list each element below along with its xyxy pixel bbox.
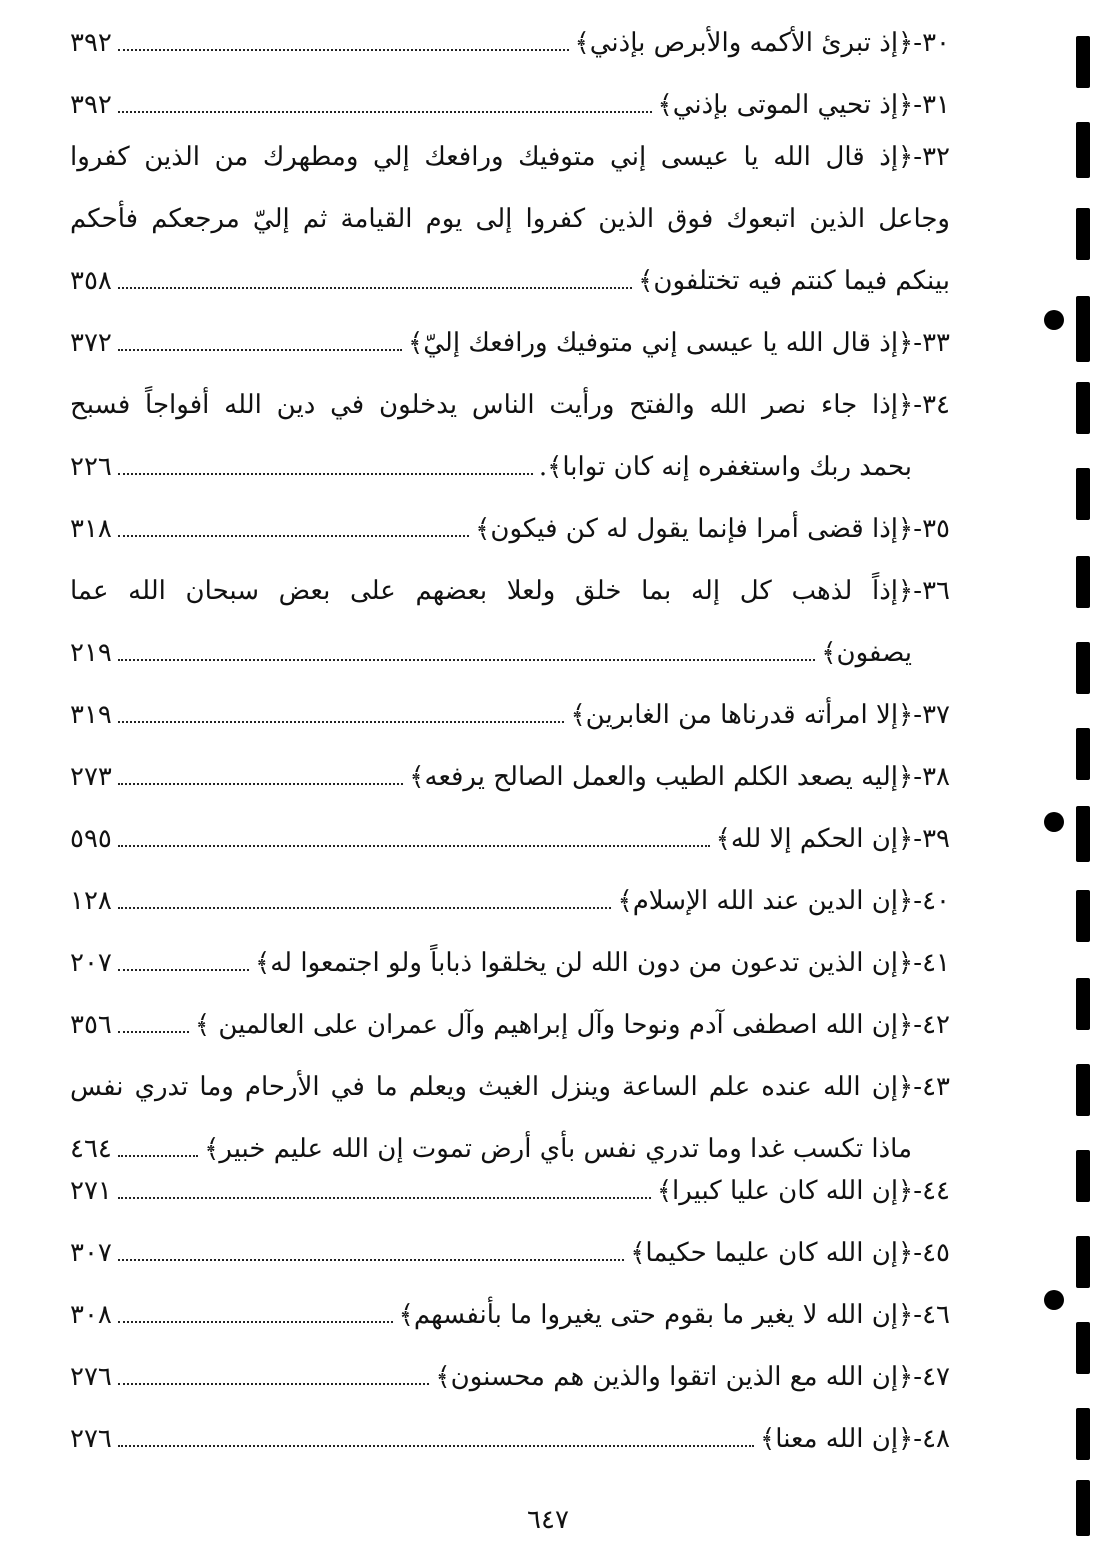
binder-mark	[1076, 208, 1090, 260]
entry-page-number: ٣٥٨	[70, 266, 112, 296]
entry-text: ٤٨-﴿إن الله معنا﴾	[760, 1424, 950, 1454]
dot-leader	[118, 349, 402, 351]
dot-leader	[118, 1445, 754, 1447]
entry-page-number: ٢٧٣	[70, 762, 112, 792]
binder-mark	[1076, 1480, 1090, 1536]
entry-line	[70, 622, 950, 684]
entry-line	[70, 126, 950, 188]
entry-page-number: ١٢٨	[70, 886, 112, 916]
index-entry	[70, 1284, 950, 1346]
entry-line	[70, 1408, 950, 1470]
entry-text: بينكم فيما كنتم فيه تختلفون﴾	[638, 266, 950, 296]
binder-mark	[1076, 1150, 1090, 1202]
entry-page-number: ٢٧٦	[70, 1362, 112, 1392]
binder-mark	[1076, 728, 1090, 780]
binder-mark	[1076, 36, 1090, 88]
entry-text: وجاعل الذين اتبعوك فوق الذين كفروا إلى يوم القيامة ثم إليّ مرجعكم فأحكم	[70, 204, 950, 234]
entry-page-number: ٣١٩	[70, 700, 112, 730]
binder-mark	[1076, 1408, 1090, 1460]
entry-text: ٤٢-﴿إن الله اصطفى آدم ونوحا وآل إبراهيم وآل عمران على العالمين ﴾	[194, 1010, 950, 1040]
binder-mark	[1076, 806, 1090, 862]
page-number: ٦٤٧	[527, 1505, 569, 1535]
binder-mark	[1076, 296, 1090, 362]
dot-leader	[118, 473, 533, 475]
entry-text: ٤٥-﴿إن الله كان عليما حكيما﴾	[630, 1238, 950, 1268]
index-entry	[70, 1346, 950, 1408]
entry-text: ٤٣-﴿إن الله عنده علم الساعة وينزل الغيث ويعلم ما في الأرحام وما تدري نفس	[70, 1072, 950, 1102]
index-entry	[70, 1408, 950, 1470]
index-entry	[70, 560, 950, 684]
binder-mark	[1076, 468, 1090, 520]
entry-text: ٤٤-﴿إن الله كان عليا كبيرا﴾	[656, 1176, 950, 1206]
entry-text: بحمد ربك واستغفره إنه كان توابا﴾.	[538, 452, 912, 482]
entry-text: ٣٤-﴿إذا جاء نصر الله والفتح ورأيت الناس يدخلون في دين الله أفواجاً فسبح	[70, 390, 950, 420]
dot-leader	[118, 287, 632, 289]
entry-page-number: ٢٠٧	[70, 948, 112, 978]
entry-line	[70, 312, 950, 374]
dot-leader	[118, 1155, 198, 1157]
entry-page-number: ٢٧٦	[70, 1424, 112, 1454]
entry-text: ٤١-﴿إن الذين تدعون من دون الله لن يخلقوا ذباباً ولو اجتمعوا له﴾	[255, 948, 950, 978]
entry-text: ٣٢-﴿إذ قال الله يا عيسى إني متوفيك ورافعك إلي ومطهرك من الذين كفروا	[70, 142, 950, 172]
index-entry	[70, 126, 950, 312]
entry-line	[70, 870, 950, 932]
entry-text: ٣٧-﴿إلا امرأته قدرناها من الغابرين﴾	[570, 700, 950, 730]
index-entry	[70, 870, 950, 932]
index-page	[70, 0, 950, 1542]
entry-line	[70, 746, 950, 808]
entry-page-number: ٢١٩	[70, 638, 112, 668]
binder-mark	[1076, 122, 1090, 178]
dot-leader	[118, 535, 469, 537]
index-entry	[70, 684, 950, 746]
entry-line	[70, 250, 950, 312]
binder-mark	[1076, 642, 1090, 694]
index-entry	[70, 994, 950, 1056]
dot-leader	[118, 1321, 393, 1323]
entry-page-number: ٢٧١	[70, 1176, 112, 1206]
entry-text: ٣٩-﴿إن الحكم إلا لله﴾	[715, 824, 950, 854]
binder-mark	[1076, 1322, 1090, 1374]
binder-hole	[1044, 1290, 1064, 1310]
dot-leader	[118, 907, 612, 909]
binder-mark	[1076, 978, 1090, 1030]
entry-text: ٣٦-﴿إذاً لذهب كل إله بما خلق ولعلا بعضهم على بعض سبحان الله عما	[70, 576, 950, 606]
dot-leader	[118, 783, 403, 785]
entry-line	[70, 436, 950, 498]
entry-line	[70, 498, 950, 560]
index-entry	[70, 498, 950, 560]
dot-leader	[118, 1259, 624, 1261]
entry-page-number: ٥٩٥	[70, 824, 112, 854]
binder-mark	[1076, 1064, 1090, 1116]
dot-leader	[118, 969, 249, 971]
index-entry	[70, 1160, 950, 1222]
binder-mark	[1076, 382, 1090, 434]
entry-text: ٤٧-﴿إن الله مع الذين اتقوا والذين هم محسنون﴾	[435, 1362, 950, 1392]
entry-text: ٣١-﴿إذ تحيي الموتى بإذني﴾	[657, 90, 950, 120]
entry-line	[70, 932, 950, 994]
entry-line	[70, 374, 950, 436]
index-entry	[70, 1222, 950, 1284]
entry-page-number: ٤٦٤	[70, 1134, 112, 1164]
index-entry	[70, 808, 950, 870]
index-entry	[70, 374, 950, 498]
index-entry	[70, 312, 950, 374]
index-entry	[70, 12, 950, 74]
dot-leader	[118, 1197, 651, 1199]
entry-line	[70, 1284, 950, 1346]
binder-hole	[1044, 310, 1064, 330]
entry-text: ماذا تكسب غدا وما تدري نفس بأي أرض تموت إن الله عليم خبير﴾	[204, 1134, 912, 1164]
entry-line	[70, 1056, 950, 1118]
entry-page-number: ٣٩٢	[70, 90, 112, 120]
dot-leader	[118, 659, 815, 661]
entry-line	[70, 188, 950, 250]
entry-line	[70, 808, 950, 870]
entry-page-number: ٣٧٢	[70, 328, 112, 358]
entry-text: ٣٥-﴿إذا قضى أمرا فإنما يقول له كن فيكون﴾	[475, 514, 950, 544]
entry-text: يصفون﴾	[821, 638, 912, 668]
index-entry	[70, 746, 950, 808]
entry-text: ٣٣-﴿إذ قال الله يا عيسى إني متوفيك ورافعك إليّ﴾	[408, 328, 950, 358]
entry-line	[70, 1160, 950, 1222]
dot-leader	[118, 721, 565, 723]
binder-mark	[1076, 890, 1090, 942]
entry-text: ٤٠-﴿إن الدين عند الله الإسلام﴾	[617, 886, 950, 916]
dot-leader	[118, 1031, 189, 1033]
entry-page-number: ٢٢٦	[70, 452, 112, 482]
dot-leader	[118, 49, 569, 51]
entry-page-number: ٣٩٢	[70, 28, 112, 58]
entry-page-number: ٣٥٦	[70, 1010, 112, 1040]
binder-hole	[1044, 812, 1064, 832]
entry-line	[70, 1346, 950, 1408]
binder-mark	[1076, 556, 1090, 608]
entry-text: ٣٨-﴿إليه يصعد الكلم الطيب والعمل الصالح يرفعه﴾	[409, 762, 950, 792]
entry-page-number: ٣٠٧	[70, 1238, 112, 1268]
entry-page-number: ٣٠٨	[70, 1300, 112, 1330]
entry-text: ٣٠-﴿إذ تبرئ الأكمه والأبرص بإذني﴾	[574, 28, 950, 58]
dot-leader	[118, 111, 652, 113]
index-entry	[70, 932, 950, 994]
entry-page-number: ٣١٨	[70, 514, 112, 544]
entry-line	[70, 1222, 950, 1284]
entry-line	[70, 684, 950, 746]
entry-line	[70, 994, 950, 1056]
dot-leader	[118, 1383, 430, 1385]
dot-leader	[118, 845, 710, 847]
entry-text: ٤٦-﴿إن الله لا يغير ما بقوم حتى يغيروا ما بأنفسهم﴾	[398, 1300, 950, 1330]
binder-mark	[1076, 1236, 1090, 1288]
entry-line	[70, 12, 950, 74]
entry-line	[70, 560, 950, 622]
